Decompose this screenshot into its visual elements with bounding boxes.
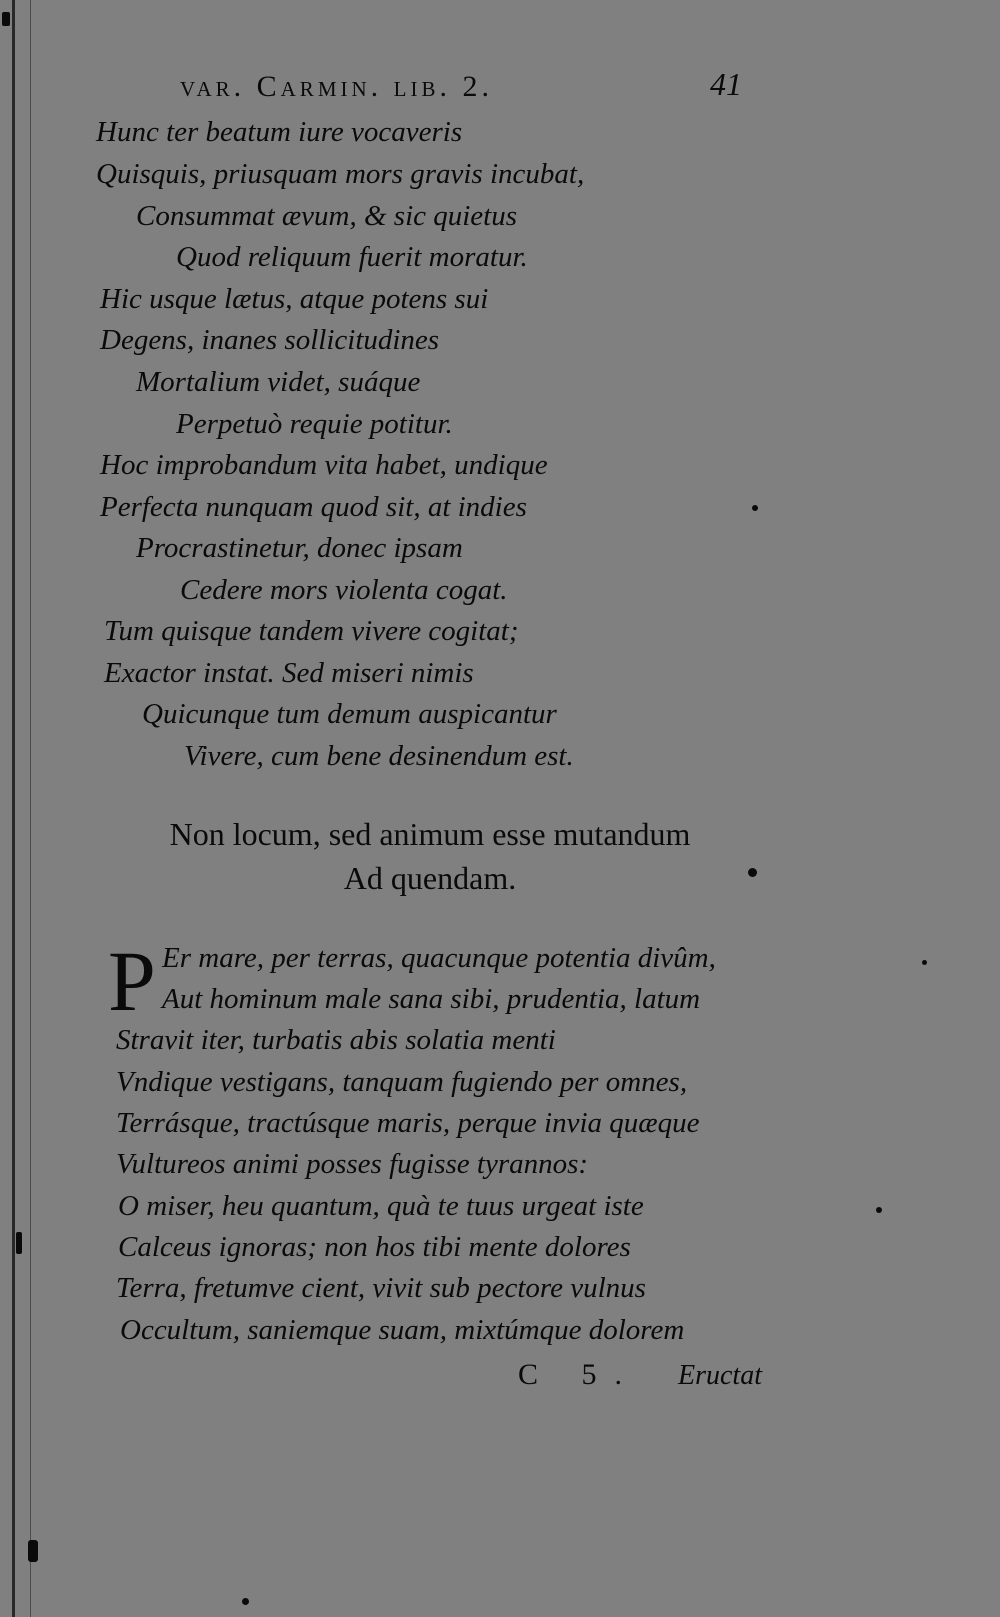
verse-line: Stravit iter, turbatis abis solatia menti: [116, 1024, 556, 1056]
verse-line: Tum quisque tandem vivere cogitat;: [104, 615, 519, 647]
verse-line: Mortalium videt, suáque: [136, 366, 421, 398]
verse-line: Degens, inanes sollicitudines: [100, 324, 440, 356]
verse-line: Aut hominum male sana sibi, prudentia, latum: [162, 983, 701, 1015]
verse-line: Terra, fretumve cient, vivit sub pectore vulnus: [116, 1272, 646, 1304]
verse-line: Occultum, saniemque suam, mixtúmque dolorem: [120, 1314, 685, 1346]
ink-speck: [922, 960, 927, 965]
ink-speck: [752, 505, 758, 511]
ink-speck: [876, 1207, 882, 1213]
ink-speck: [2, 12, 10, 26]
drop-cap: P: [108, 933, 156, 1029]
signature-mark: C 5.: [518, 1358, 641, 1391]
ink-speck: [748, 868, 757, 877]
verse-line: Vndique vestigans, tanquam fugiendo per omnes,: [116, 1066, 688, 1098]
ink-speck: [16, 1232, 22, 1254]
verse-line: Consummat ævum, & sic quietus: [136, 200, 518, 232]
verse-line: Quod reliquum fuerit moratur.: [176, 241, 528, 273]
verse-line: Vultureos animi posses fugisse tyrannos:: [116, 1148, 589, 1180]
page-number: 41: [710, 66, 742, 102]
verse-line: Er mare, per terras, quacunque potentia divûm,: [162, 942, 716, 974]
catchword: Eructat: [678, 1360, 762, 1391]
ink-speck: [28, 1540, 38, 1562]
verse-line: Procrastinetur, donec ipsam: [136, 532, 463, 564]
verse-line: Hoc improbandum vita habet, undique: [100, 449, 548, 481]
poem-title: Non locum, sed animum esse mutandum: [169, 816, 691, 852]
gutter-edge: [30, 0, 31, 1617]
verse-line: Quisquis, priusquam mors gravis incubat,: [96, 158, 585, 190]
verse-line: Vivere, cum bene desinendum est.: [184, 740, 574, 772]
verse-line: Hic usque lætus, atque potens sui: [100, 283, 489, 315]
verse-line: Perpetuò requie potitur.: [176, 408, 453, 440]
verse-line: O miser, heu quantum, quà te tuus urgeat iste: [118, 1190, 644, 1222]
gutter-shadow: [12, 0, 15, 1617]
running-title: var. Carmin. lib. 2.: [180, 70, 493, 103]
verse-line: Cedere mors violenta cogat.: [180, 574, 508, 606]
verse-line: Calceus ignoras; non hos tibi mente dolores: [118, 1231, 631, 1263]
verse-line: Terrásque, tractúsque maris, perque invia quæque: [116, 1107, 700, 1139]
poem-subtitle: Ad quendam.: [343, 860, 517, 896]
ink-speck: [242, 1598, 249, 1605]
verse-line: Perfecta nunquam quod sit, at indies: [100, 491, 527, 523]
running-head: [180, 70, 760, 104]
verse-line: Quicunque tum demum auspicantur: [142, 698, 557, 730]
verse-line: Exactor instat. Sed miseri nimis: [104, 657, 474, 689]
verse-line: Hunc ter beatum iure vocaveris: [96, 116, 463, 148]
